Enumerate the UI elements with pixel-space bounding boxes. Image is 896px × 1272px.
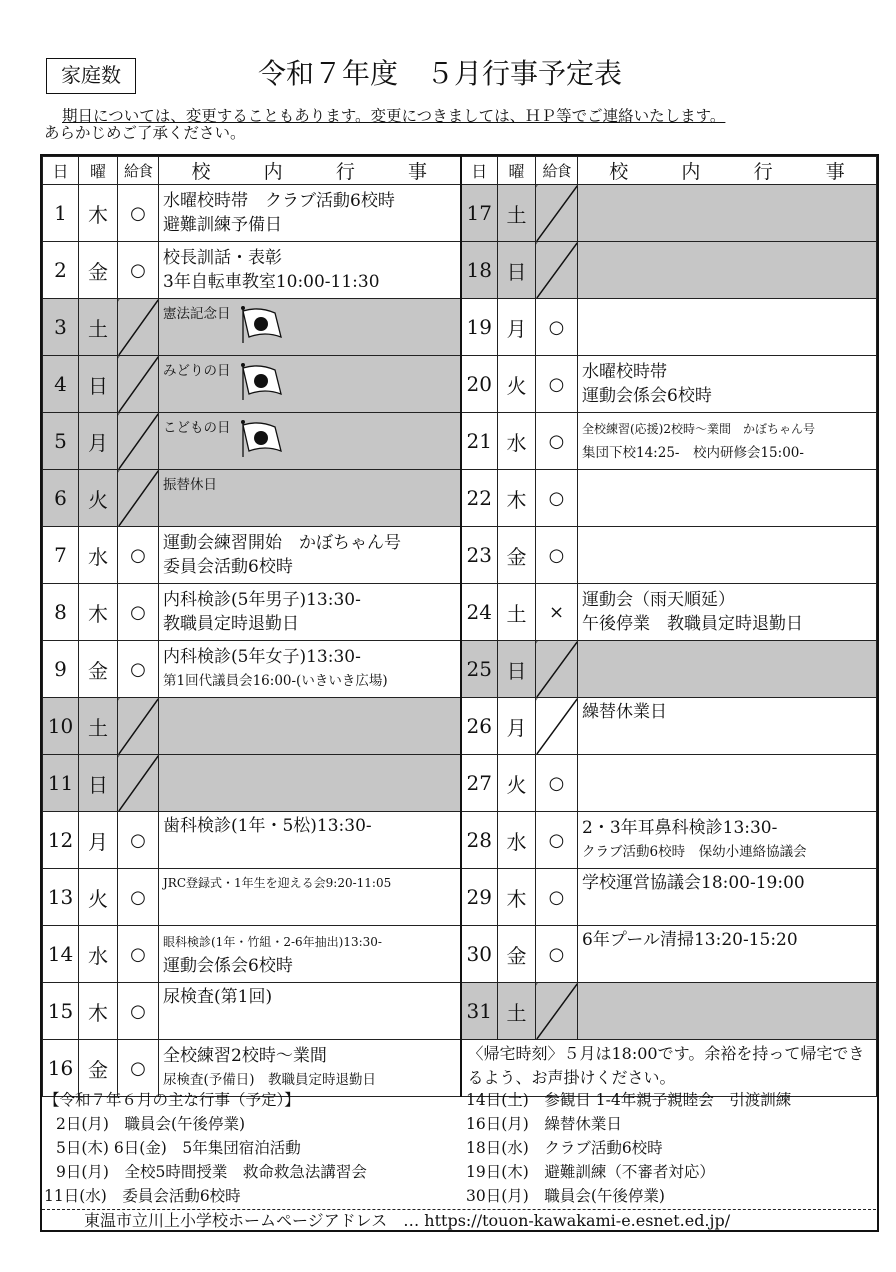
no-meal-cell <box>536 242 578 299</box>
weekday-cell: 土 <box>498 584 536 641</box>
notice-line-2: あらかじめご了承ください。 <box>44 124 246 142</box>
meal-cell: ○ <box>536 812 578 869</box>
day-cell: 31 <box>461 983 498 1040</box>
june-item: 9日(月) 全校5時間授業 救命救急法講習会 <box>56 1163 367 1181</box>
event-cell <box>578 299 877 356</box>
no-meal-cell <box>118 413 159 470</box>
june-item: 16日(月) 繰替休業日 <box>466 1115 622 1133</box>
day-cell: 30 <box>461 926 498 983</box>
day-cell: 20 <box>461 356 498 413</box>
table-row <box>43 584 877 641</box>
table-row <box>43 926 877 983</box>
event-cell <box>578 527 877 584</box>
table-row <box>43 983 877 1040</box>
calendar-table <box>42 156 877 1097</box>
day-cell: 8 <box>43 584 79 641</box>
event-cell <box>159 983 461 1040</box>
header-weekday: 曜 <box>498 157 536 185</box>
june-item: 11日(水) 委員会活動6校時 <box>44 1187 241 1205</box>
homepage-footer <box>42 1209 876 1231</box>
event-line: 運動会係会6校時 <box>163 956 293 976</box>
weekday-cell: 土 <box>498 185 536 242</box>
june-heading: 【令和７年６月の主な行事（予定）】 <box>44 1091 300 1109</box>
event-line: 内科検診(5年男子)13:30- <box>163 590 361 610</box>
event-line: 水曜校時帯 <box>582 362 667 382</box>
weekday-cell: 土 <box>79 299 118 356</box>
event-line: 憲法記念日 <box>163 306 231 322</box>
event-line: 第1回代議員会16:00-(いきいき広場) <box>163 673 388 689</box>
meal-cell: ○ <box>536 470 578 527</box>
weekday-cell: 木 <box>498 470 536 527</box>
event-cell <box>578 926 877 983</box>
day-cell: 1 <box>43 185 79 242</box>
event-cell <box>159 185 461 242</box>
event-cell <box>578 356 877 413</box>
meal-cell: ○ <box>118 926 159 983</box>
event-cell <box>578 584 877 641</box>
event-cell <box>159 413 461 470</box>
event-cell <box>159 698 461 755</box>
weekday-cell: 水 <box>498 812 536 869</box>
weekday-cell: 木 <box>79 584 118 641</box>
event-cell <box>159 926 461 983</box>
event-line: 6年プール清掃13:20-15:20 <box>582 930 798 950</box>
weekday-cell: 月 <box>79 812 118 869</box>
table-row <box>43 299 877 356</box>
no-meal-cell <box>118 755 159 812</box>
meal-cell: ○ <box>536 527 578 584</box>
day-cell: 19 <box>461 299 498 356</box>
no-meal-cell <box>118 470 159 527</box>
meal-cell: ○ <box>118 185 159 242</box>
june-item: 19日(木) 避難訓練（不審者対応） <box>466 1163 715 1181</box>
day-cell: 16 <box>43 1040 79 1097</box>
day-cell: 13 <box>43 869 79 926</box>
table-row <box>43 413 877 470</box>
event-cell <box>159 242 461 299</box>
day-cell: 23 <box>461 527 498 584</box>
event-line: みどりの日 <box>163 363 231 379</box>
weekday-cell: 土 <box>498 983 536 1040</box>
event-line: 2・3年耳鼻科検診13:30- <box>582 818 778 838</box>
june-item: 5日(木) 6日(金) 5年集団宿泊活動 <box>56 1139 301 1157</box>
header-events: 校 内 行 事 <box>578 157 877 185</box>
table-row <box>43 242 877 299</box>
weekday-cell: 日 <box>498 242 536 299</box>
weekday-cell: 月 <box>498 698 536 755</box>
flag-icon <box>237 362 283 402</box>
weekday-cell: 木 <box>79 185 118 242</box>
meal-cell: ○ <box>536 926 578 983</box>
event-line: 運動会練習開始 かぼちゃん号 <box>163 533 401 553</box>
event-cell <box>159 584 461 641</box>
event-line: 繰替休業日 <box>582 702 667 722</box>
june-item: 30日(月) 職員会(午後停業) <box>466 1187 665 1205</box>
event-cell <box>159 641 461 698</box>
day-cell: 26 <box>461 698 498 755</box>
day-cell: 10 <box>43 698 79 755</box>
event-line: 3年自転車教室10:00-11:30 <box>163 272 380 292</box>
event-line: 尿検査(第1回) <box>163 987 273 1007</box>
header-weekday: 曜 <box>79 157 118 185</box>
weekday-cell: 月 <box>79 413 118 470</box>
day-cell: 21 <box>461 413 498 470</box>
header-meal: 給食 <box>118 157 159 185</box>
weekday-cell: 木 <box>79 983 118 1040</box>
day-cell: 9 <box>43 641 79 698</box>
event-cell <box>159 812 461 869</box>
event-cell <box>578 242 877 299</box>
event-cell <box>159 869 461 926</box>
event-line: 尿検査(予備日) 教職員定時退勤日 <box>163 1072 377 1088</box>
day-cell: 7 <box>43 527 79 584</box>
event-cell <box>578 413 877 470</box>
june-item: 18日(水) クラブ活動6校時 <box>466 1139 663 1157</box>
event-line: 避難訓練予備日 <box>163 215 282 235</box>
june-events-left <box>44 1088 367 1208</box>
table-row <box>43 527 877 584</box>
day-cell: 24 <box>461 584 498 641</box>
event-cell <box>578 983 877 1040</box>
event-line: 歯科検診(1年・5松)13:30- <box>163 816 372 836</box>
weekday-cell: 水 <box>498 413 536 470</box>
meal-cell: ○ <box>118 983 159 1040</box>
event-line: 全校練習(応援)2校時～業間 かぼちゃん号 <box>582 422 815 436</box>
table-row <box>43 185 877 242</box>
day-cell: 29 <box>461 869 498 926</box>
june-item: 2日(月) 職員会(午後停業) <box>56 1115 246 1133</box>
notice-line-1: 期日については、変更することもあります。変更につきましては、ＨＰ等でご連絡いたします。 <box>62 107 726 125</box>
header-events: 校 内 行 事 <box>159 157 461 185</box>
homepage-url[interactable]: https://touon-kawakami-e.esnet.ed.jp/ <box>424 1211 731 1230</box>
day-cell: 4 <box>43 356 79 413</box>
weekday-cell: 金 <box>79 641 118 698</box>
day-cell: 11 <box>43 755 79 812</box>
event-line: こどもの日 <box>163 420 231 436</box>
household-count-tag: 家庭数 <box>46 58 136 94</box>
day-cell: 12 <box>43 812 79 869</box>
no-meal-cell <box>118 698 159 755</box>
event-line: 水曜校時帯 クラブ活動6校時 <box>163 191 395 211</box>
weekday-cell: 火 <box>498 755 536 812</box>
day-cell: 5 <box>43 413 79 470</box>
no-meal-cell <box>118 356 159 413</box>
no-meal-cell <box>536 185 578 242</box>
event-line: 集団下校14:25- 校内研修会15:00- <box>582 445 804 461</box>
header-meal: 給食 <box>536 157 578 185</box>
weekday-cell: 金 <box>498 926 536 983</box>
homepage-label: 東温市立川上小学校ホームページアドレス … <box>84 1211 420 1230</box>
event-line: クラブ活動6校時 保幼小連絡協議会 <box>582 844 807 860</box>
day-cell: 6 <box>43 470 79 527</box>
table-row <box>43 698 877 755</box>
event-line: 内科検診(5年女子)13:30- <box>163 647 361 667</box>
day-cell: 17 <box>461 185 498 242</box>
event-line: 振替休日 <box>163 477 217 493</box>
event-cell <box>159 356 461 413</box>
event-cell <box>578 641 877 698</box>
weekday-cell: 月 <box>498 299 536 356</box>
weekday-cell: 木 <box>498 869 536 926</box>
event-cell <box>578 185 877 242</box>
weekday-cell: 日 <box>79 755 118 812</box>
meal-cell: ○ <box>536 356 578 413</box>
day-cell: 15 <box>43 983 79 1040</box>
meal-cell: ○ <box>118 584 159 641</box>
no-meal-cell <box>536 983 578 1040</box>
meal-cell: ○ <box>118 812 159 869</box>
meal-cell: ○ <box>536 299 578 356</box>
event-cell <box>159 527 461 584</box>
june-events-right <box>466 1088 791 1208</box>
flag-icon <box>237 419 283 459</box>
table-row <box>43 755 877 812</box>
table-row <box>43 470 877 527</box>
event-line: 委員会活動6校時 <box>163 557 293 577</box>
day-cell: 18 <box>461 242 498 299</box>
day-cell: 2 <box>43 242 79 299</box>
event-line: 校長訓話・表彰 <box>163 248 282 268</box>
event-line: 運動会（雨天順延） <box>582 590 735 610</box>
weekday-cell: 金 <box>498 527 536 584</box>
event-cell <box>578 812 877 869</box>
event-line: 運動会係会6校時 <box>582 386 712 406</box>
event-line: 眼科検診(1年・竹組・2-6年抽出)13:30- <box>163 935 382 949</box>
event-line: 全校練習2校時～業間 <box>163 1046 327 1066</box>
meal-cell: ○ <box>118 242 159 299</box>
notice <box>44 108 864 142</box>
meal-cell: ○ <box>536 755 578 812</box>
table-header-row <box>43 157 877 185</box>
event-cell <box>159 470 461 527</box>
weekday-cell: 金 <box>79 242 118 299</box>
event-line: 教職員定時退勤日 <box>163 614 299 634</box>
weekday-cell: 火 <box>79 470 118 527</box>
day-cell: 27 <box>461 755 498 812</box>
no-meal-cell <box>118 299 159 356</box>
day-cell: 22 <box>461 470 498 527</box>
meal-cell: ○ <box>118 1040 159 1097</box>
table-row <box>43 356 877 413</box>
table-row <box>43 641 877 698</box>
event-cell <box>578 869 877 926</box>
weekday-cell: 水 <box>79 527 118 584</box>
day-cell: 25 <box>461 641 498 698</box>
meal-cell: ○ <box>536 869 578 926</box>
weekday-cell: 火 <box>79 869 118 926</box>
table-row <box>43 812 877 869</box>
weekday-cell: 日 <box>79 356 118 413</box>
weekday-cell: 土 <box>79 698 118 755</box>
header-day: 日 <box>461 157 498 185</box>
weekday-cell: 水 <box>79 926 118 983</box>
return-time-note: 〈帰宅時刻〉５月は18:00です。余裕を持って帰宅できるよう、お声掛けください。 <box>461 1040 877 1097</box>
event-cell <box>159 755 461 812</box>
flag-icon <box>237 305 283 345</box>
day-cell: 14 <box>43 926 79 983</box>
page-title: 令和７年度 ５月行事予定表 <box>258 57 623 90</box>
event-line: 午後停業 教職員定時退勤日 <box>582 614 803 634</box>
weekday-cell: 金 <box>79 1040 118 1097</box>
no-meal-cell <box>536 698 578 755</box>
meal-cell: × <box>536 584 578 641</box>
event-line: 学校運営協議会18:00-19:00 <box>582 873 805 893</box>
event-cell <box>578 470 877 527</box>
meal-cell: ○ <box>118 869 159 926</box>
table-row <box>43 869 877 926</box>
weekday-cell: 日 <box>498 641 536 698</box>
event-cell <box>159 299 461 356</box>
header-day: 日 <box>43 157 79 185</box>
day-cell: 28 <box>461 812 498 869</box>
event-line: JRC登録式・1年生を迎える会9:20-11:05 <box>163 876 392 890</box>
event-cell <box>578 755 877 812</box>
schedule-frame <box>40 154 879 1232</box>
meal-cell: ○ <box>536 413 578 470</box>
june-events <box>42 1088 876 1212</box>
meal-cell: ○ <box>118 527 159 584</box>
meal-cell: ○ <box>118 641 159 698</box>
event-cell <box>578 698 877 755</box>
weekday-cell: 火 <box>498 356 536 413</box>
day-cell: 3 <box>43 299 79 356</box>
no-meal-cell <box>536 641 578 698</box>
june-item: 14日(土) 参観日 1-4年親子親睦会 引渡訓練 <box>466 1091 792 1109</box>
